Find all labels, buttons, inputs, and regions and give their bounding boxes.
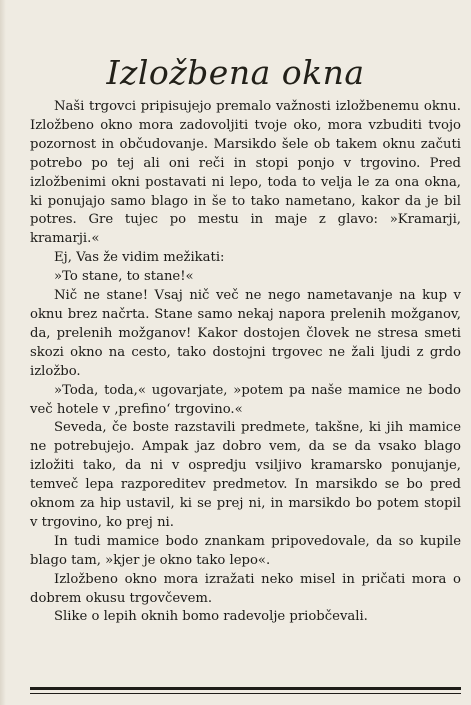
paragraph-9: Slike o lepih oknih bomo radevolje priobčevali.	[54, 609, 368, 625]
article-body	[30, 98, 461, 627]
rule-thick-line	[30, 687, 461, 690]
paragraph-5: »Toda, toda,« ugovarjate, »potem pa naše mamice ne bodo več hotele v ‚prefino‘ trgovino.«	[30, 382, 461, 417]
paragraph-7: In tudi mamice bodo znankam pripovedovale, da so kupile blago tam, »kjer je okno tako lepo«.	[30, 533, 461, 568]
paragraph-1: Naši trgovci pripisujejo premalo važnosti izložbenemu oknu. Izložbeno okno mora zadovoljiti tvoje oko, mora vzbuditi tvojo pozornost in občudovanje. Marsikdo šele ob takem oknu začuti potrebo po tej ali oni reči in stopi ponjo v trgovino. Pred izložbenimi okni postavati ni lepo, toda to velja le za ona okna, ki ponujajo samo blago in še to tako nametano, kakor da je bil potres. Gre tujec po mestu in maje z glavo: »Kramarji, kramarji.«	[30, 99, 461, 247]
article-title: Izložbena okna	[106, 53, 365, 92]
paragraph-8: Izložbeno okno mora izražati neko misel in pričati mora o dobrem okusu trgovčevem.	[30, 571, 461, 606]
closing-rule	[30, 687, 461, 694]
paragraph-4: Nič ne stane! Vsaj nič več ne nego nametavanje na kup v oknu brez načrta. Stane samo nekaj napora prelenih možganov, da, prelenih možganov! Kakor dostojen človek ne stresa smeti skozi okno na cesto, tako dostojni trgovec ne žali ljudi z grdo izložbo.	[30, 288, 461, 379]
paragraph-3: »To stane, to stane!«	[54, 269, 194, 285]
rule-thin-line	[30, 693, 461, 694]
paragraph-2: Ej, Vas že vidim mežikati:	[54, 250, 225, 266]
page-edge-shadow	[0, 0, 6, 705]
paragraph-6: Seveda, če boste razstavili predmete, takšne, ki jih mamice ne potrebujejo. Ampak jaz dobro vem, da se da vsako blago izložiti tako, da ni v ospredju vsiljivo kramarsko ponujanje, temveč lepa razporeditev predmetov. In marsikdo se bo pred oknom za hip ustavil, ki se prej ni, in marsikdo bo potem stopil v trgovino, ko prej ni.	[30, 420, 461, 530]
